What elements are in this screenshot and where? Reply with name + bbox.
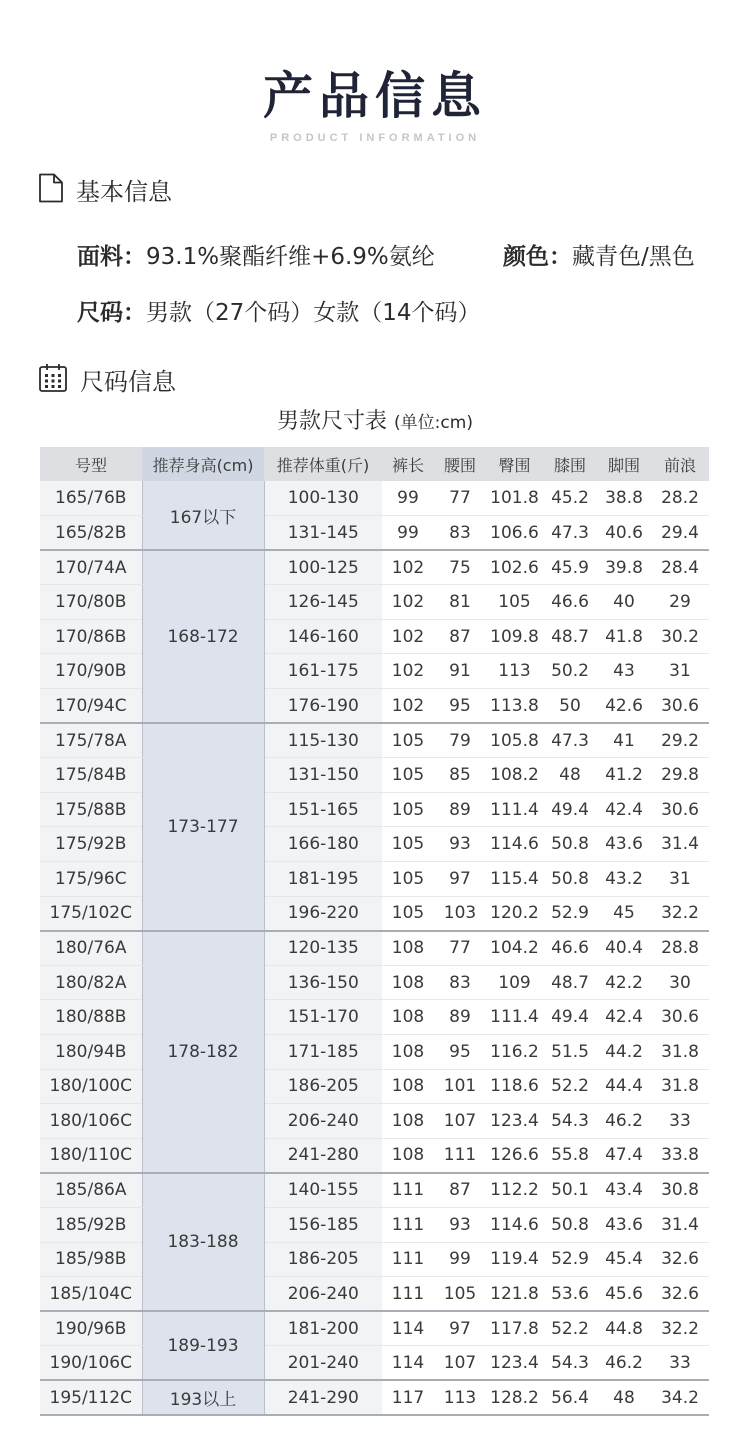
table-row	[40, 1380, 709, 1415]
cell-model: 195/112C	[40, 1380, 142, 1415]
cell-knee: 48	[543, 758, 597, 793]
cell-hip: 109	[486, 965, 543, 1000]
cell-waist: 91	[434, 654, 486, 689]
cell-knee: 52.2	[543, 1311, 597, 1346]
cell-hem: 44.8	[597, 1311, 651, 1346]
cell-rise: 30.8	[651, 1173, 709, 1208]
cell-knee: 50.8	[543, 1207, 597, 1242]
cell-knee: 47.3	[543, 723, 597, 758]
cell-weight: 120-135	[264, 931, 382, 966]
cell-length: 108	[382, 965, 434, 1000]
cell-length: 108	[382, 1000, 434, 1035]
cell-knee: 48.7	[543, 965, 597, 1000]
cell-hem: 42.4	[597, 1000, 651, 1035]
cell-rise: 32.6	[651, 1242, 709, 1277]
section-basic-label: 基本信息	[76, 178, 172, 206]
cell-waist: 101	[434, 1069, 486, 1104]
cell-hip: 111.4	[486, 1000, 543, 1035]
cell-waist: 93	[434, 1207, 486, 1242]
cell-rise: 28.4	[651, 550, 709, 585]
cell-hip: 119.4	[486, 1242, 543, 1277]
cell-weight: 126-145	[264, 585, 382, 620]
cell-length: 102	[382, 654, 434, 689]
cell-length: 114	[382, 1346, 434, 1381]
col-header-model: 号型	[40, 447, 142, 481]
cell-length: 117	[382, 1380, 434, 1415]
cell-waist: 77	[434, 931, 486, 966]
table-row	[40, 619, 709, 654]
table-row	[40, 689, 709, 724]
cell-weight: 166-180	[264, 827, 382, 862]
cell-length: 99	[382, 516, 434, 551]
cell-waist: 105	[434, 1277, 486, 1312]
table-row	[40, 896, 709, 931]
cell-weight: 151-165	[264, 792, 382, 827]
col-header-hip: 臀围	[486, 447, 543, 481]
cell-weight: 100-125	[264, 550, 382, 585]
col-header-weight: 推荐体重(斤)	[264, 447, 382, 481]
cell-length: 105	[382, 792, 434, 827]
cell-length: 108	[382, 1069, 434, 1104]
color-label: 颜色：	[503, 244, 572, 270]
cell-model: 175/92B	[40, 827, 142, 862]
cell-knee: 47.3	[543, 516, 597, 551]
cell-rise: 32.2	[651, 1311, 709, 1346]
cell-weight: 115-130	[264, 723, 382, 758]
cell-rise: 31.8	[651, 1069, 709, 1104]
cell-rise: 29.4	[651, 516, 709, 551]
cell-weight: 206-240	[264, 1104, 382, 1139]
table-row	[40, 654, 709, 689]
calendar-grid-icon	[38, 363, 68, 397]
cell-hip: 115.4	[486, 862, 543, 897]
cell-knee: 50.1	[543, 1173, 597, 1208]
cell-waist: 81	[434, 585, 486, 620]
table-title-text: 男款尺寸表	[277, 409, 388, 434]
cell-height: 167以下	[142, 481, 264, 550]
size-value: 男款（27个码）女款（14个码）	[146, 300, 481, 326]
cell-rise: 30	[651, 965, 709, 1000]
cell-model: 175/96C	[40, 862, 142, 897]
section-basic-info	[38, 172, 172, 207]
cell-waist: 83	[434, 965, 486, 1000]
cell-hip: 108.2	[486, 758, 543, 793]
cell-model: 175/102C	[40, 896, 142, 931]
cell-height: 183-188	[142, 1173, 264, 1311]
cell-hip: 101.8	[486, 481, 543, 516]
cell-model: 180/100C	[40, 1069, 142, 1104]
table-row	[40, 1138, 709, 1173]
cell-length: 105	[382, 896, 434, 931]
cell-model: 180/94B	[40, 1035, 142, 1070]
table-row	[40, 1173, 709, 1208]
cell-hem: 45.4	[597, 1242, 651, 1277]
cell-model: 185/98B	[40, 1242, 142, 1277]
cell-height: 178-182	[142, 931, 264, 1173]
table-row	[40, 1035, 709, 1070]
page-subtitle: PRODUCT INFORMATION	[269, 132, 481, 144]
cell-knee: 52.2	[543, 1069, 597, 1104]
table-row	[40, 1346, 709, 1381]
cell-hip: 117.8	[486, 1311, 543, 1346]
cell-rise: 30.6	[651, 792, 709, 827]
cell-hem: 41.2	[597, 758, 651, 793]
cell-waist: 75	[434, 550, 486, 585]
table-row	[40, 1311, 709, 1346]
cell-waist: 95	[434, 1035, 486, 1070]
table-row	[40, 1104, 709, 1139]
col-header-waist: 腰围	[434, 447, 486, 481]
cell-length: 105	[382, 758, 434, 793]
cell-weight: 176-190	[264, 689, 382, 724]
cell-hem: 39.8	[597, 550, 651, 585]
cell-model: 170/80B	[40, 585, 142, 620]
table-row	[40, 1242, 709, 1277]
table-row	[40, 723, 709, 758]
cell-length: 108	[382, 931, 434, 966]
cell-hem: 48	[597, 1380, 651, 1415]
cell-knee: 50.2	[543, 654, 597, 689]
cell-waist: 103	[434, 896, 486, 931]
table-row	[40, 1069, 709, 1104]
cell-hem: 40.6	[597, 516, 651, 551]
table-row	[40, 1277, 709, 1312]
cell-hip: 109.8	[486, 619, 543, 654]
table-row	[40, 965, 709, 1000]
col-header-rise: 前浪	[651, 447, 709, 481]
cell-knee: 46.6	[543, 585, 597, 620]
fabric-value: 93.1%聚酯纤维+6.9%氨纶	[146, 244, 435, 270]
cell-hem: 38.8	[597, 481, 651, 516]
cell-hip: 113	[486, 654, 543, 689]
cell-model: 165/82B	[40, 516, 142, 551]
cell-waist: 93	[434, 827, 486, 862]
cell-model: 185/92B	[40, 1207, 142, 1242]
cell-hip: 104.2	[486, 931, 543, 966]
cell-weight: 241-290	[264, 1380, 382, 1415]
cell-weight: 186-205	[264, 1242, 382, 1277]
cell-hip: 102.6	[486, 550, 543, 585]
cell-hip: 112.2	[486, 1173, 543, 1208]
size-label: 尺码：	[77, 300, 146, 326]
cell-model: 180/88B	[40, 1000, 142, 1035]
cell-hem: 40	[597, 585, 651, 620]
page-title: 产品信息	[263, 67, 487, 125]
table-header-row	[40, 447, 709, 481]
color-info	[503, 238, 695, 271]
cell-model: 175/84B	[40, 758, 142, 793]
cell-model: 180/110C	[40, 1138, 142, 1173]
size-table	[40, 447, 709, 1416]
cell-knee: 49.4	[543, 1000, 597, 1035]
cell-hem: 42.2	[597, 965, 651, 1000]
table-row	[40, 792, 709, 827]
cell-weight: 206-240	[264, 1277, 382, 1312]
cell-waist: 95	[434, 689, 486, 724]
cell-hip: 121.8	[486, 1277, 543, 1312]
cell-length: 111	[382, 1173, 434, 1208]
cell-rise: 34.2	[651, 1380, 709, 1415]
cell-rise: 28.2	[651, 481, 709, 516]
cell-waist: 87	[434, 619, 486, 654]
section-size-label: 尺码信息	[80, 368, 176, 396]
cell-hem: 44.4	[597, 1069, 651, 1104]
color-value: 藏青色/黑色	[572, 244, 695, 270]
cell-knee: 49.4	[543, 792, 597, 827]
cell-weight: 181-200	[264, 1311, 382, 1346]
cell-hip: 118.6	[486, 1069, 543, 1104]
cell-hem: 45	[597, 896, 651, 931]
cell-knee: 50.8	[543, 827, 597, 862]
cell-hem: 44.2	[597, 1035, 651, 1070]
cell-hem: 41.8	[597, 619, 651, 654]
cell-hip: 105.8	[486, 723, 543, 758]
cell-hip: 120.2	[486, 896, 543, 931]
fabric-label: 面料：	[77, 244, 146, 270]
cell-rise: 30.2	[651, 619, 709, 654]
cell-rise: 31	[651, 654, 709, 689]
cell-hip: 106.6	[486, 516, 543, 551]
cell-hip: 128.2	[486, 1380, 543, 1415]
cell-rise: 28.8	[651, 931, 709, 966]
cell-knee: 50.8	[543, 862, 597, 897]
table-row	[40, 1207, 709, 1242]
cell-rise: 29.8	[651, 758, 709, 793]
cell-weight: 140-155	[264, 1173, 382, 1208]
table-unit: (单位:cm)	[394, 413, 473, 433]
cell-hip: 105	[486, 585, 543, 620]
cell-rise: 33.8	[651, 1138, 709, 1173]
cell-length: 114	[382, 1311, 434, 1346]
cell-hem: 43	[597, 654, 651, 689]
cell-knee: 54.3	[543, 1104, 597, 1139]
table-row	[40, 585, 709, 620]
cell-hip: 113.8	[486, 689, 543, 724]
cell-hem: 40.4	[597, 931, 651, 966]
cell-knee: 45.9	[543, 550, 597, 585]
cell-length: 105	[382, 723, 434, 758]
cell-length: 105	[382, 827, 434, 862]
cell-model: 180/76A	[40, 931, 142, 966]
cell-weight: 136-150	[264, 965, 382, 1000]
cell-knee: 51.5	[543, 1035, 597, 1070]
cell-model: 190/106C	[40, 1346, 142, 1381]
cell-rise: 32.2	[651, 896, 709, 931]
table-title	[0, 404, 750, 435]
cell-hem: 46.2	[597, 1104, 651, 1139]
cell-weight: 171-185	[264, 1035, 382, 1070]
cell-model: 190/96B	[40, 1311, 142, 1346]
cell-waist: 83	[434, 516, 486, 551]
cell-waist: 99	[434, 1242, 486, 1277]
cell-weight: 181-195	[264, 862, 382, 897]
cell-rise: 31	[651, 862, 709, 897]
cell-height: 189-193	[142, 1311, 264, 1380]
cell-weight: 146-160	[264, 619, 382, 654]
cell-model: 170/94C	[40, 689, 142, 724]
cell-hip: 116.2	[486, 1035, 543, 1070]
cell-hem: 43.6	[597, 827, 651, 862]
cell-hem: 43.4	[597, 1173, 651, 1208]
size-table-body	[40, 481, 709, 1415]
cell-knee: 53.6	[543, 1277, 597, 1312]
cell-knee: 55.8	[543, 1138, 597, 1173]
cell-weight: 196-220	[264, 896, 382, 931]
cell-rise: 31.4	[651, 827, 709, 862]
table-row	[40, 481, 709, 516]
cell-hem: 47.4	[597, 1138, 651, 1173]
cell-model: 165/76B	[40, 481, 142, 516]
table-row	[40, 758, 709, 793]
cell-length: 102	[382, 619, 434, 654]
cell-rise: 31.8	[651, 1035, 709, 1070]
page-header	[0, 66, 750, 144]
cell-waist: 107	[434, 1346, 486, 1381]
cell-rise: 30.6	[651, 1000, 709, 1035]
cell-waist: 97	[434, 1311, 486, 1346]
cell-hem: 45.6	[597, 1277, 651, 1312]
cell-length: 102	[382, 585, 434, 620]
cell-model: 175/78A	[40, 723, 142, 758]
cell-weight: 100-130	[264, 481, 382, 516]
cell-hem: 46.2	[597, 1346, 651, 1381]
cell-rise: 32.6	[651, 1277, 709, 1312]
cell-length: 108	[382, 1104, 434, 1139]
cell-length: 111	[382, 1242, 434, 1277]
cell-model: 170/74A	[40, 550, 142, 585]
cell-model: 185/86A	[40, 1173, 142, 1208]
cell-length: 111	[382, 1277, 434, 1312]
cell-hip: 126.6	[486, 1138, 543, 1173]
cell-rise: 33	[651, 1104, 709, 1139]
cell-length: 111	[382, 1207, 434, 1242]
cell-knee: 54.3	[543, 1346, 597, 1381]
col-header-length: 裤长	[382, 447, 434, 481]
cell-height: 173-177	[142, 723, 264, 931]
cell-hip: 123.4	[486, 1346, 543, 1381]
cell-length: 102	[382, 689, 434, 724]
cell-waist: 113	[434, 1380, 486, 1415]
cell-hip: 123.4	[486, 1104, 543, 1139]
cell-knee: 50	[543, 689, 597, 724]
table-row	[40, 931, 709, 966]
cell-model: 170/86B	[40, 619, 142, 654]
cell-waist: 111	[434, 1138, 486, 1173]
cell-weight: 201-240	[264, 1346, 382, 1381]
cell-rise: 29	[651, 585, 709, 620]
cell-length: 108	[382, 1035, 434, 1070]
cell-height: 193以上	[142, 1380, 264, 1415]
cell-model: 175/88B	[40, 792, 142, 827]
cell-waist: 97	[434, 862, 486, 897]
table-row	[40, 550, 709, 585]
cell-model: 185/104C	[40, 1277, 142, 1312]
cell-waist: 107	[434, 1104, 486, 1139]
cell-waist: 79	[434, 723, 486, 758]
cell-hem: 43.6	[597, 1207, 651, 1242]
cell-knee: 56.4	[543, 1380, 597, 1415]
size-count-info	[77, 294, 481, 327]
cell-model: 180/82A	[40, 965, 142, 1000]
cell-weight: 131-145	[264, 516, 382, 551]
cell-knee: 52.9	[543, 896, 597, 931]
cell-length: 99	[382, 481, 434, 516]
cell-weight: 186-205	[264, 1069, 382, 1104]
col-header-height: 推荐身高(cm)	[142, 447, 264, 481]
cell-waist: 77	[434, 481, 486, 516]
col-header-knee: 膝围	[543, 447, 597, 481]
col-header-hem: 脚围	[597, 447, 651, 481]
cell-hip: 111.4	[486, 792, 543, 827]
cell-model: 180/106C	[40, 1104, 142, 1139]
cell-waist: 89	[434, 792, 486, 827]
cell-hip: 114.6	[486, 1207, 543, 1242]
cell-length: 108	[382, 1138, 434, 1173]
cell-weight: 161-175	[264, 654, 382, 689]
cell-knee: 45.2	[543, 481, 597, 516]
cell-knee: 48.7	[543, 619, 597, 654]
cell-length: 102	[382, 550, 434, 585]
cell-weight: 156-185	[264, 1207, 382, 1242]
cell-rise: 29.2	[651, 723, 709, 758]
table-row	[40, 827, 709, 862]
fabric-info	[77, 238, 435, 271]
cell-waist: 87	[434, 1173, 486, 1208]
table-row	[40, 1000, 709, 1035]
cell-hem: 42.6	[597, 689, 651, 724]
cell-knee: 46.6	[543, 931, 597, 966]
cell-waist: 89	[434, 1000, 486, 1035]
cell-hip: 114.6	[486, 827, 543, 862]
cell-rise: 30.6	[651, 689, 709, 724]
cell-weight: 151-170	[264, 1000, 382, 1035]
document-icon	[38, 173, 64, 207]
table-row	[40, 862, 709, 897]
cell-weight: 241-280	[264, 1138, 382, 1173]
cell-hem: 43.2	[597, 862, 651, 897]
cell-knee: 52.9	[543, 1242, 597, 1277]
cell-weight: 131-150	[264, 758, 382, 793]
cell-hem: 41	[597, 723, 651, 758]
table-row	[40, 516, 709, 551]
cell-rise: 33	[651, 1346, 709, 1381]
cell-height: 168-172	[142, 550, 264, 723]
cell-length: 105	[382, 862, 434, 897]
cell-rise: 31.4	[651, 1207, 709, 1242]
cell-hem: 42.4	[597, 792, 651, 827]
cell-model: 170/90B	[40, 654, 142, 689]
section-size-info	[38, 362, 176, 397]
cell-waist: 85	[434, 758, 486, 793]
